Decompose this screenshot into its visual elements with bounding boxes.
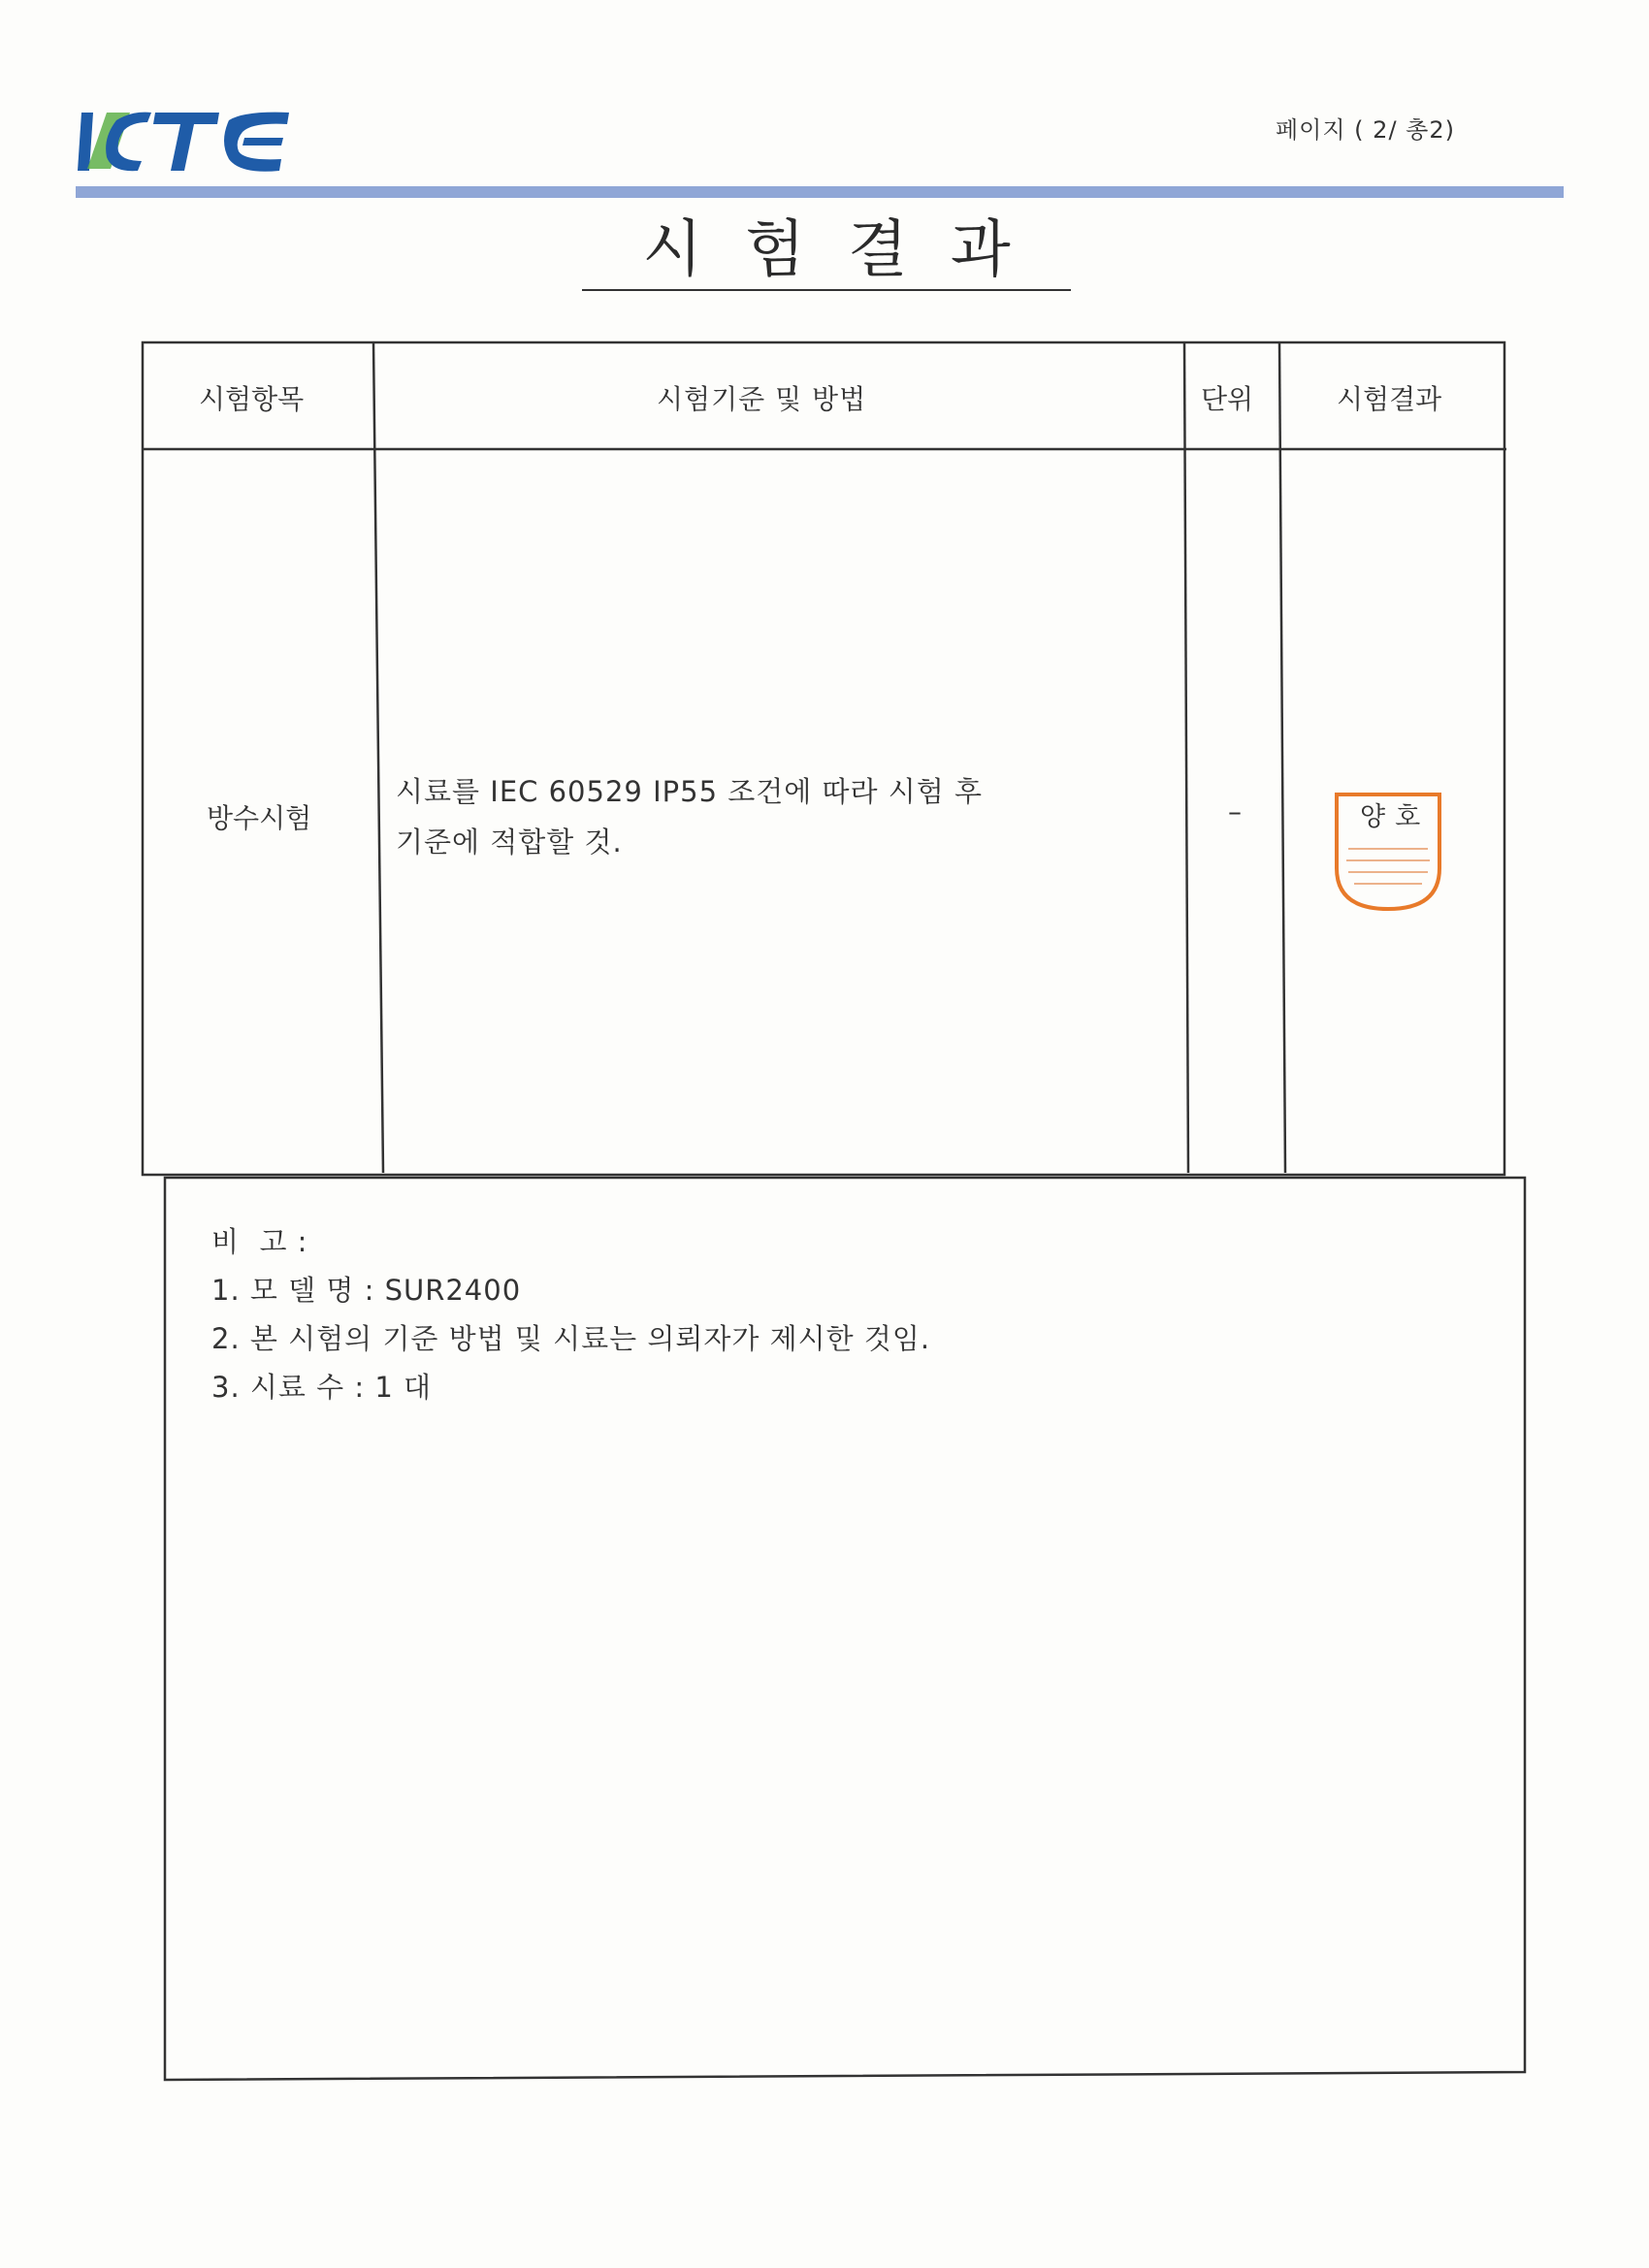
page-title: 시험결과	[582, 211, 1071, 291]
header-test-method: 시험기준 및 방법	[657, 383, 867, 415]
remarks-item-model: 1. 모 델 명 : SUR2400	[211, 1274, 522, 1307]
header-test-item: 시험항목	[199, 383, 305, 415]
remarks-item-sample-count: 3. 시료 수 : 1 대	[211, 1371, 433, 1404]
row-test-item: 방수시험	[207, 802, 312, 834]
row-result: 양호	[1360, 802, 1431, 832]
remarks-item-method: 2. 본 시험의 기준 방법 및 시료는 의뢰자가 제시한 것임.	[211, 1322, 931, 1355]
row-unit: –	[1228, 795, 1242, 827]
ictc-logo	[74, 101, 297, 178]
row-test-criteria	[396, 766, 1065, 867]
remarks-label: 비 고 :	[211, 1225, 308, 1258]
results-table	[141, 340, 1508, 1177]
remarks-section	[211, 1217, 930, 1411]
criteria-line-1: 시료를 IEC 60529 IP55 조건에 따라 시험 후	[396, 775, 984, 808]
header-divider-bar	[76, 186, 1564, 198]
results-table-grid	[141, 340, 1508, 1177]
header-unit: 단위	[1201, 383, 1254, 415]
page-indicator: 페이지 ( 2/ 총2)	[1276, 116, 1455, 144]
header-test-result: 시험결과	[1337, 383, 1442, 415]
criteria-line-2: 기준에 적합할 것.	[396, 826, 623, 859]
